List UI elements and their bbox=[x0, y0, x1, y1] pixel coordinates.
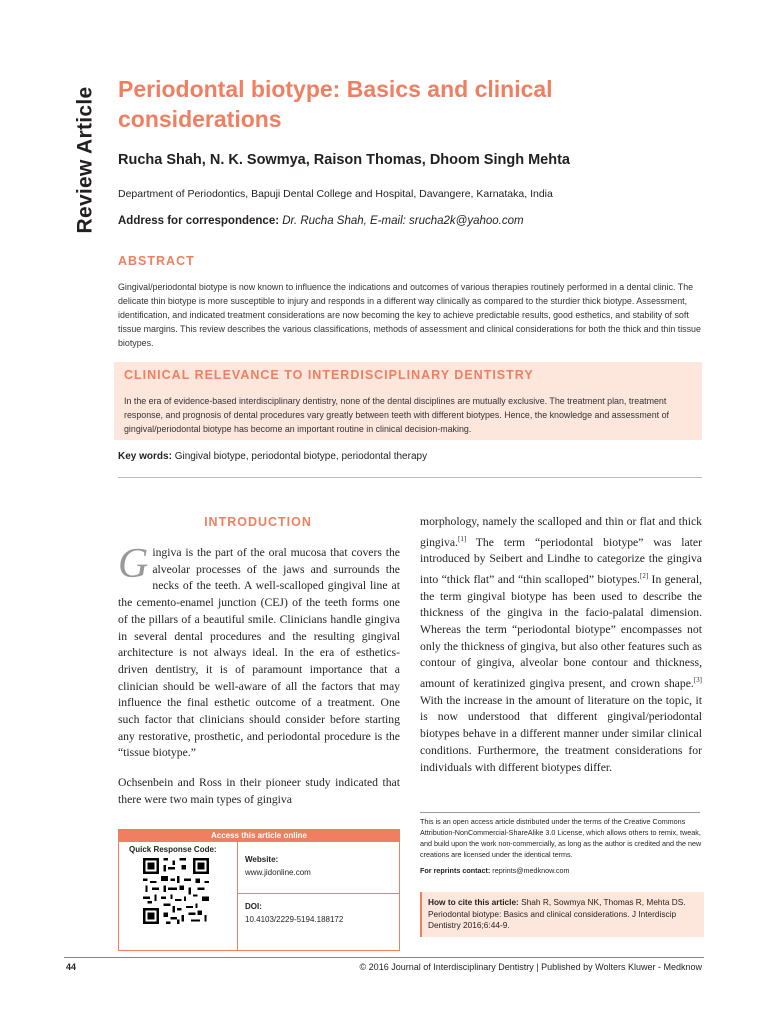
intro-right-text-c: In general, the term gingival biotype has been used to describe the thickness of the gingiva in the facio-palatal dimension. Whereas the term “periodontal biotype” encompasses not only the thickness of gingiva, but also other features such as contour of gingiva, alveolar bone contour and thickness, amount of keratinized gingiva present, and crown shape. bbox=[420, 572, 702, 690]
doi-link[interactable]: 10.4103/2229-5194.188172 bbox=[245, 915, 344, 924]
article-type-label bbox=[70, 80, 100, 240]
citation-value: Shah R, Sowmya NK, Thomas R, Mehta DS. Periodontal biotype: Basics and clinical considerations. J Interdiscip Dentistry 2016;6:44-9. bbox=[428, 897, 686, 930]
footer-divider bbox=[64, 957, 704, 958]
introduction-heading: INTRODUCTION bbox=[204, 515, 312, 529]
article-title: Periodontal biotype: Basics and clinical considerations bbox=[118, 76, 553, 132]
clinical-relevance-heading: CLINICAL RELEVANCE TO INTERDISCIPLINARY DENTISTRY bbox=[124, 368, 534, 382]
intro-paragraph-2: Ochsenbein and Ross in their pioneer study indicated that there were two main types of gingiva bbox=[118, 776, 400, 806]
intro-right-text-a: morphology, namely the scalloped and thin or flat and thick gingiva. bbox=[420, 515, 702, 549]
qr-label: Quick Response Code: bbox=[129, 845, 217, 854]
footer-copyright: © 2016 Journal of Interdisciplinary Dentistry | Published by Wolters Kluwer - Medknow bbox=[359, 962, 702, 972]
clinical-relevance-text: In the era of evidence-based interdisciplinary dentistry, none of the dental disciplines are mutually exclusive. The treatment plan, treatment response, and prognosis of dental procedures vary greatly between teeth with different biotypes. Hence, the knowledge and assessment of gingival/periodontal biotype has become an important routine in clinical decision-making. bbox=[124, 396, 669, 434]
reprints-label: For reprints contact: bbox=[420, 866, 491, 875]
website-link[interactable]: www.jidonline.com bbox=[245, 868, 311, 877]
article-type-text: Review Article bbox=[73, 86, 96, 234]
reprints-email[interactable]: reprints@medknow.com bbox=[492, 866, 570, 875]
affiliation: Department of Periodontics, Bapuji Dental College and Hospital, Davangere, Karnataka, India bbox=[118, 188, 553, 200]
drop-cap: G bbox=[118, 541, 149, 587]
abstract-heading: ABSTRACT bbox=[118, 254, 195, 268]
correspondence-value: Dr. Rucha Shah, E-mail: srucha2k@yahoo.com bbox=[282, 215, 524, 227]
access-article-box bbox=[118, 829, 400, 951]
doi-label: DOI: bbox=[245, 902, 262, 911]
intro-paragraph-1 bbox=[118, 541, 400, 762]
access-heading: Access this article online bbox=[119, 830, 399, 842]
license-text: This is an open access article distributed under the terms of the Creative Commons Attribution-NonCommercial-ShareAlike 3.0 License, which allows others to remix, tweak, and build upon the work non-commercially, as long as the author is credited and the new creations are licensed under the identical terms. bbox=[420, 817, 702, 859]
reprints bbox=[420, 866, 704, 875]
citation-box bbox=[420, 892, 704, 937]
citation-text bbox=[428, 897, 700, 932]
qr-code-icon[interactable] bbox=[143, 858, 209, 924]
clinical-relevance-box bbox=[114, 362, 702, 440]
divider bbox=[118, 477, 702, 478]
box-divider-vertical bbox=[237, 842, 238, 950]
intro-right-text-b: The term “periodontal biotype” was later introduced by Seibert and Lindhe to categorize the gingiva into “thick flat” and “thin scalloped” biotypes. bbox=[420, 535, 702, 586]
citation-label: How to cite this article: bbox=[428, 897, 519, 907]
reference-1[interactable]: [1] bbox=[457, 534, 467, 543]
keywords-value: Gingival biotype, periodontal biotype, periodontal therapy bbox=[174, 451, 428, 462]
keywords bbox=[118, 451, 718, 462]
website-label: Website: bbox=[245, 855, 279, 864]
page-number: 44 bbox=[66, 962, 77, 972]
intro-paragraph-1-text: ingiva is the part of the oral mucosa that covers the alveolar processes of the jaws and surrounds the necks of the teeth. A well-scalloped gingival line at the cemento-enamel junction (CEJ) of the teeth forms one of the pillars of a beautiful smile. Clinicians handle gingiva in several dental procedures and the resulting gingival architecture is not always ideal. In the era of esthetics-driven dentistry, it is of paramount importance that a clinician should be well-aware of all the factors that may influence the final esthetic outcome of a treatment. One such factor that clinicians should consider before starting any restorative, prosthetic, and periodontal procedure is the “tissue biotype.” bbox=[118, 546, 400, 760]
reference-2[interactable]: [2] bbox=[639, 572, 649, 580]
keywords-label: Key words: bbox=[118, 451, 172, 462]
intro-right-text-d: With the increase in the amount of literature on the topic, it is now understood that different gingival/periodontal biotypes behave in a different manner under similar clinical conditions. Furthermore, the treatment considerations for individuals with different biotypes differ. bbox=[420, 693, 702, 774]
intro-right-column bbox=[420, 514, 702, 776]
abstract-text: Gingival/periodontal biotype is now known to influence the indications and outcomes of various therapies routinely performed in a dental clinic. The delicate thin biotype is more susceptible to injury and responds in a different way clinically as compared to the sturdier thick biotype. Assessment, identification, and indicated treatment considerations are now becoming the key to achieve predictable results, good esthetics, and stability of soft tissue margins. This review describes the various classifications, methods of assessment and clinical considerations for both the thick and thin tissue biotypes. bbox=[118, 282, 701, 348]
correspondence-label: Address for correspondence: bbox=[118, 215, 280, 227]
license-divider bbox=[420, 812, 700, 813]
correspondence bbox=[118, 215, 718, 227]
reference-3[interactable]: [3] bbox=[693, 676, 702, 685]
author-list: Rucha Shah, N. K. Sowmya, Raison Thomas, Dhoom Singh Mehta bbox=[118, 152, 570, 168]
box-divider-horizontal bbox=[237, 893, 399, 894]
